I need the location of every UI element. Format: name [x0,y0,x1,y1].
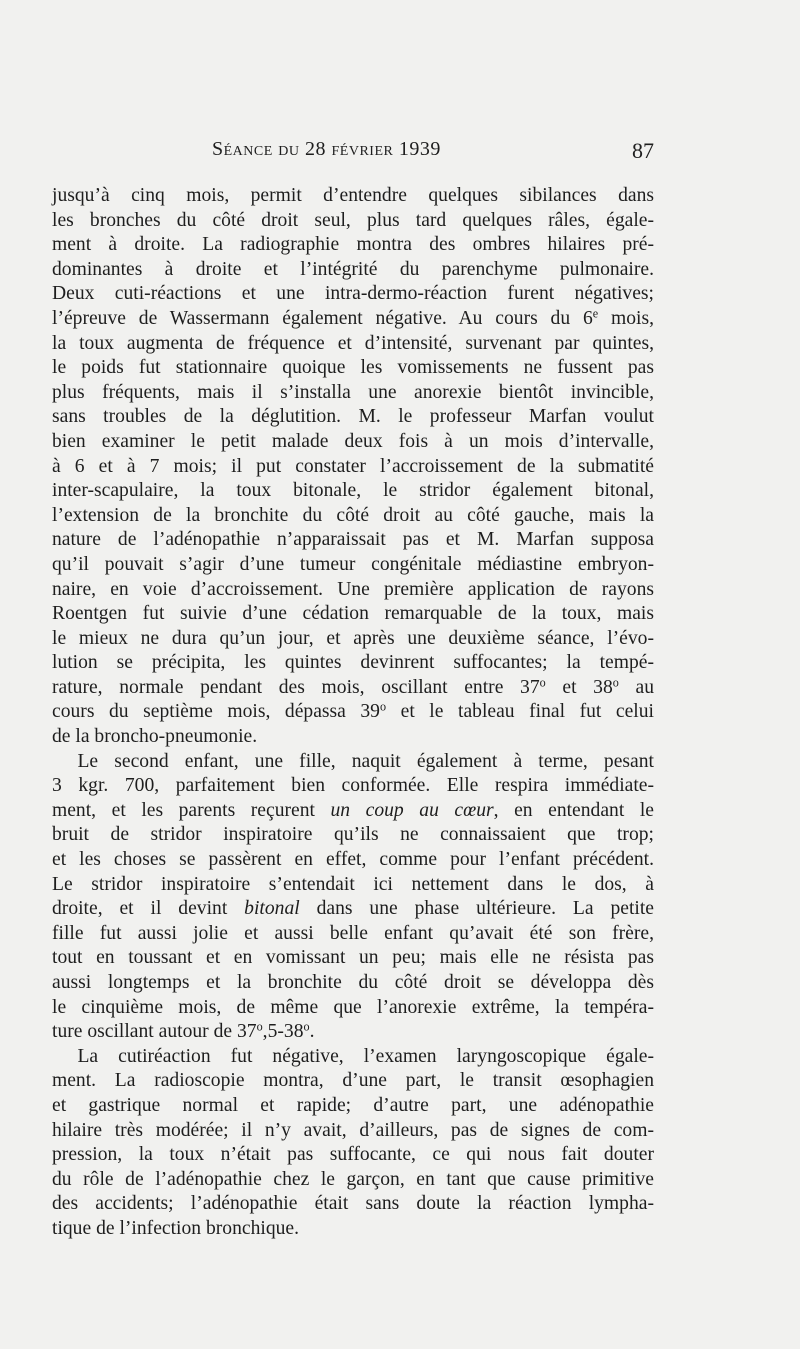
text-line: l’extension de la bronchite du côté droit au côté gauche, mais la [52,504,654,526]
page-number: 87 [632,138,654,163]
text-line: lution se précipita, les quintes devinrent suffocantes; la tempé- [52,652,654,674]
text-line: droite, et il devint bitonal dans une phase ultérieure. La petite [52,898,655,920]
italic-word: bitonal [244,898,300,920]
text-line: La cutiréaction fut négative, l’examen laryngoscopique égale- [77,1045,654,1067]
body-text [52,184,654,1242]
text-line: inter-scapulaire, la toux bitonale, le stridor également bitonal, [52,480,654,502]
paragraph-1 [52,184,654,750]
text-line: le cinquième mois, de même que l’anorexie extrême, la tempéra- [52,996,654,1018]
text-line: Le stridor inspiratoire s’entendait ici nettement dans le dos, à [52,873,654,895]
text-line: à 6 et à 7 mois; il put constater l’accroissement de la submatité [52,455,654,477]
text-line: fille fut aussi jolie et aussi belle enfant qu’avait été son frère, [52,922,654,944]
text-line: Roentgen fut suivie d’une cédation remarquable de la toux, mais [52,603,654,625]
running-head: Séance du 28 février 1939 [212,138,441,160]
text-line: sans troubles de la déglutition. M. le professeur Marfan voulut [52,406,654,428]
text-line: de la broncho-pneumonie. [52,726,258,748]
text-line: ment à droite. La radiographie montra des ombres hilaires pré- [52,234,654,256]
page-header [52,138,654,168]
text-line: cours du septième mois, dépassa 39$^o$ et le tableau final fut celui [52,699,654,723]
text-line: bruit de stridor inspiratoire qu’ils ne connaissaient que trop; [52,824,654,846]
text-line: ture oscillant autour de 37$^o$,5-38$^o$. [52,1019,315,1043]
text-line: ment. La radioscopie montra, d’une part, le transit œsophagien [52,1070,654,1092]
text-line: la toux augmenta de fréquence et d’intensité, survenant par quintes, [52,332,654,354]
text-line: pression, la toux n’était pas suffocante, ce qui nous fait douter [52,1144,654,1166]
text-line: tout en toussant et en vomissant un peu; mais elle ne résista pas [52,947,654,969]
text-line: du rôle de l’adénopathie chez le garçon, en tant que cause primitive [52,1168,654,1190]
text-line: et les choses se passèrent en effet, comme pour l’enfant précédent. [52,849,654,871]
text-line: nature de l’adénopathie n’apparaissait pas et M. Marfan supposa [52,529,654,551]
text-line: Deux cuti-réactions et une intra-dermo-réaction furent négatives; [52,283,654,305]
text-line: dominantes à droite et l’intégrité du parenchyme pulmonaire. [52,258,654,280]
text-line: plus fréquents, mais il s’installa une anorexie bientôt invincible, [52,381,654,403]
text-line: hilaire très modérée; il n’y avait, d’ailleurs, pas de signes de com- [52,1119,654,1141]
text-line: le mieux ne dura qu’un jour, et après une deuxième séance, l’évo- [52,627,654,649]
paragraph-3 [52,1045,654,1242]
text-line: le poids fut stationnaire quoique les vomissements ne fussent pas [52,357,654,379]
text-line: l’épreuve de Wassermann également négative. Au cours du 6e mois, [52,306,654,329]
text-line: des accidents; l’adénopathie était sans doute la réaction lympha- [52,1193,654,1215]
text-line: qu’il pouvait s’agir d’une tumeur congénitale médiastine embryon- [52,553,654,575]
text-line: aussi longtemps et la bronchite du côté droit se développa dès [52,972,654,993]
text-line: rature, normale pendant des mois, oscillant entre 37$^o$ et 38$^o$ au [52,675,654,698]
paragraph-2 [52,750,654,1045]
text-line: et gastrique normal et rapide; d’autre part, une adénopathie [52,1094,654,1116]
text-line: ment, et les parents reçurent un coup au cœur, en entendant le [52,799,654,821]
text-line: jusqu’à cinq mois, permit d’entendre quelques sibilances dans [52,185,654,206]
text-line: tique de l’infection bronchique. [52,1217,300,1239]
text-line: Le second enfant, une fille, naquit également à terme, pesant [77,750,654,772]
text-line: les bronches du côté droit seul, plus tard quelques râles, égale- [52,209,654,231]
text-line: bien examiner le petit malade deux fois à un mois d’intervalle, [52,430,654,452]
italic-phrase: un coup au cœur [330,799,494,821]
text-line: naire, en voie d’accroissement. Une première application de rayons [52,578,654,600]
text-line: 3 kgr. 700, parfaitement bien conformée. Elle respira immédiate- [52,775,654,797]
